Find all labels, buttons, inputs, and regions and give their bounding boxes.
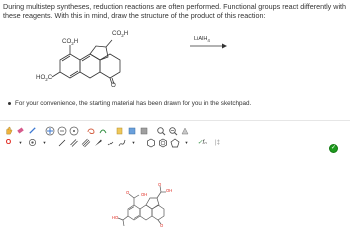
eraser-icon[interactable] <box>15 125 26 136</box>
pencil-icon[interactable] <box>27 125 38 136</box>
zoom-out-icon[interactable] <box>167 125 178 136</box>
instruction-note-text: For your convenience, the starting material has been drawn for you in the sketchpad. <box>15 100 252 107</box>
instruction-note <box>8 100 251 107</box>
template-icon[interactable] <box>138 125 149 136</box>
copy-icon[interactable] <box>114 125 125 136</box>
radical-icon[interactable] <box>68 125 79 136</box>
reactant-structure-drawing <box>0 0 350 110</box>
bullet-icon <box>8 102 11 105</box>
oxygen-label-2: O <box>158 182 162 187</box>
ketone-oxygen-label: O <box>111 82 116 89</box>
carboxyl-label-top: $CO_2H$ <box>62 38 79 47</box>
clean-icon[interactable] <box>179 125 190 136</box>
oxygen-label-3: O <box>160 223 164 228</box>
hexagon-ring-icon[interactable] <box>145 137 156 148</box>
ok-check-icon[interactable]: ✓ <box>330 145 337 151</box>
sketchpad-canvas[interactable] <box>0 151 350 236</box>
carboxyl-label-ring: $CO_2H$ <box>112 30 129 39</box>
oh-side-label: OH <box>166 188 173 193</box>
sketchpad-toolbar-bottom <box>3 136 223 149</box>
benzene-ring-icon[interactable] <box>157 137 168 148</box>
selection-icon[interactable] <box>97 125 108 136</box>
double-bond-icon[interactable] <box>68 137 79 148</box>
stereo-icon[interactable] <box>27 137 38 148</box>
function-icon[interactable]: ✓ fₙ <box>197 140 207 146</box>
single-bond-icon[interactable] <box>56 137 67 148</box>
chevron-down-icon[interactable]: ▼ <box>18 140 23 145</box>
sketch-structure-drawing <box>0 151 350 236</box>
triple-bond-icon[interactable] <box>80 137 91 148</box>
sketchpad[interactable] <box>0 120 350 235</box>
pentagon-ring-icon[interactable] <box>169 137 180 148</box>
wavy-bond-icon[interactable] <box>116 137 127 148</box>
chevron-down-icon[interactable]: ▼ <box>131 140 136 145</box>
question-text: During multistep syntheses, reduction reactions are often performed. Functional groups react differently with these reagents. With this in mind, draw the structure of the product of this reaction: <box>3 2 347 21</box>
reaction-scheme <box>0 0 350 110</box>
hash-bond-icon[interactable] <box>104 137 115 148</box>
hand-icon[interactable] <box>3 125 14 136</box>
lasso-icon[interactable] <box>85 125 96 136</box>
oxygen-atom-tool[interactable]: O <box>5 139 12 146</box>
oh-ring-label: OH <box>141 192 148 197</box>
ho-label: HO <box>112 215 119 220</box>
chevron-down-icon[interactable]: ▼ <box>184 140 189 145</box>
charge-icon[interactable] <box>56 125 67 136</box>
zoom-in-icon[interactable] <box>155 125 166 136</box>
wedge-bond-icon[interactable] <box>92 137 103 148</box>
add-atom-icon[interactable] <box>44 125 55 136</box>
carboxyl-label-left: $HO_2C$ <box>36 74 53 83</box>
reagent-label: LiAlH$_4$ <box>194 36 210 44</box>
chevron-down-icon[interactable]: ▼ <box>42 140 47 145</box>
paste-icon[interactable] <box>126 125 137 136</box>
oxygen-label-1: O <box>126 190 130 195</box>
periodic-table-icon[interactable]: |‡ <box>215 139 220 146</box>
